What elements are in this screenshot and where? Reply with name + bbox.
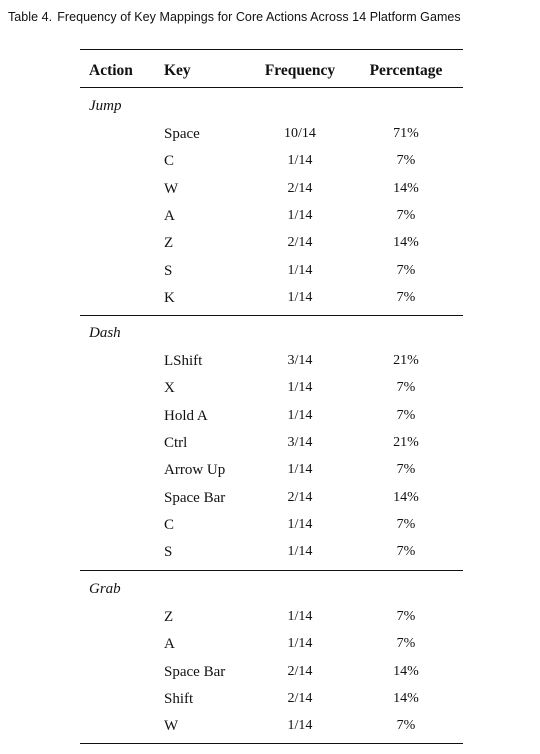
key-cell: A <box>164 636 175 652</box>
percentage-cell: 7% <box>396 408 416 423</box>
frequency-cell: 1/14 <box>287 636 313 651</box>
frequency-cell: 1/14 <box>287 290 313 305</box>
frequency-cell: 1/14 <box>287 544 313 559</box>
percentage-cell: 71% <box>393 126 419 141</box>
frequency-cell: 2/14 <box>287 664 313 679</box>
key-cell: Z <box>164 235 174 251</box>
key-cell: S <box>164 263 173 279</box>
percentage-cell: 7% <box>396 636 416 651</box>
header-frequency: Frequency <box>264 62 336 79</box>
group-label: Dash <box>89 325 121 341</box>
key-cell: W <box>164 718 179 734</box>
percentage-cell: 14% <box>393 235 419 250</box>
group-label: Grab <box>89 581 121 597</box>
key-cell: X <box>164 380 175 396</box>
frequency-cell: 1/14 <box>287 263 313 278</box>
percentage-cell: 7% <box>396 263 416 278</box>
frequency-cell: 1/14 <box>287 208 313 223</box>
frequency-cell: 1/14 <box>287 517 313 532</box>
header-action: Action <box>89 62 133 79</box>
key-cell: Space Bar <box>164 664 226 680</box>
key-cell: Arrow Up <box>164 462 226 478</box>
frequency-cell: 3/14 <box>287 353 313 368</box>
key-cell: A <box>164 208 175 224</box>
frequency-cell: 2/14 <box>287 235 313 250</box>
percentage-cell: 21% <box>393 435 419 450</box>
percentage-cell: 7% <box>396 290 416 305</box>
table-caption-label: Table 4. <box>8 10 53 24</box>
percentage-cell: 14% <box>393 691 419 706</box>
header-rule <box>80 87 463 88</box>
percentage-cell: 7% <box>396 517 416 532</box>
frequency-cell: 1/14 <box>287 462 313 477</box>
percentage-cell: 7% <box>396 718 416 733</box>
key-cell: Hold A <box>164 408 208 424</box>
group-separator <box>80 570 463 571</box>
percentage-cell: 7% <box>396 208 416 223</box>
frequency-cell: 1/14 <box>287 408 313 423</box>
group-label: Jump <box>89 98 122 114</box>
percentage-cell: 21% <box>393 353 419 368</box>
frequency-cell: 1/14 <box>287 380 313 395</box>
key-cell: LShift <box>164 353 203 369</box>
group-separator <box>80 315 463 316</box>
percentage-cell: 14% <box>393 664 419 679</box>
top-rule <box>80 49 463 50</box>
bottom-rule <box>80 743 463 744</box>
frequency-cell: 1/14 <box>287 153 313 168</box>
table-caption-title: Frequency of Key Mappings for Core Actions Across 14 Platform Games <box>57 10 461 24</box>
key-cell: K <box>164 290 175 306</box>
percentage-cell: 7% <box>396 462 416 477</box>
percentage-cell: 7% <box>396 380 416 395</box>
key-cell: W <box>164 181 179 197</box>
table-caption <box>8 10 461 24</box>
key-cell: Shift <box>164 691 194 707</box>
percentage-cell: 14% <box>393 490 419 505</box>
frequency-cell: 1/14 <box>287 718 313 733</box>
percentage-cell: 14% <box>393 181 419 196</box>
key-cell: Space <box>164 126 200 142</box>
percentage-cell: 7% <box>396 609 416 624</box>
key-cell: Z <box>164 609 174 625</box>
key-cell: C <box>164 517 175 533</box>
frequency-cell: 10/14 <box>284 126 316 141</box>
header-key: Key <box>164 62 191 79</box>
key-cell: C <box>164 153 175 169</box>
frequency-cell: 3/14 <box>287 435 313 450</box>
percentage-cell: 7% <box>396 544 416 559</box>
header-percentage: Percentage <box>369 62 443 79</box>
key-cell: Space Bar <box>164 490 226 506</box>
key-cell: Ctrl <box>164 435 188 451</box>
frequency-cell: 2/14 <box>287 691 313 706</box>
frequency-cell: 2/14 <box>287 181 313 196</box>
percentage-cell: 7% <box>396 153 416 168</box>
key-cell: S <box>164 544 173 560</box>
frequency-cell: 2/14 <box>287 490 313 505</box>
frequency-cell: 1/14 <box>287 609 313 624</box>
